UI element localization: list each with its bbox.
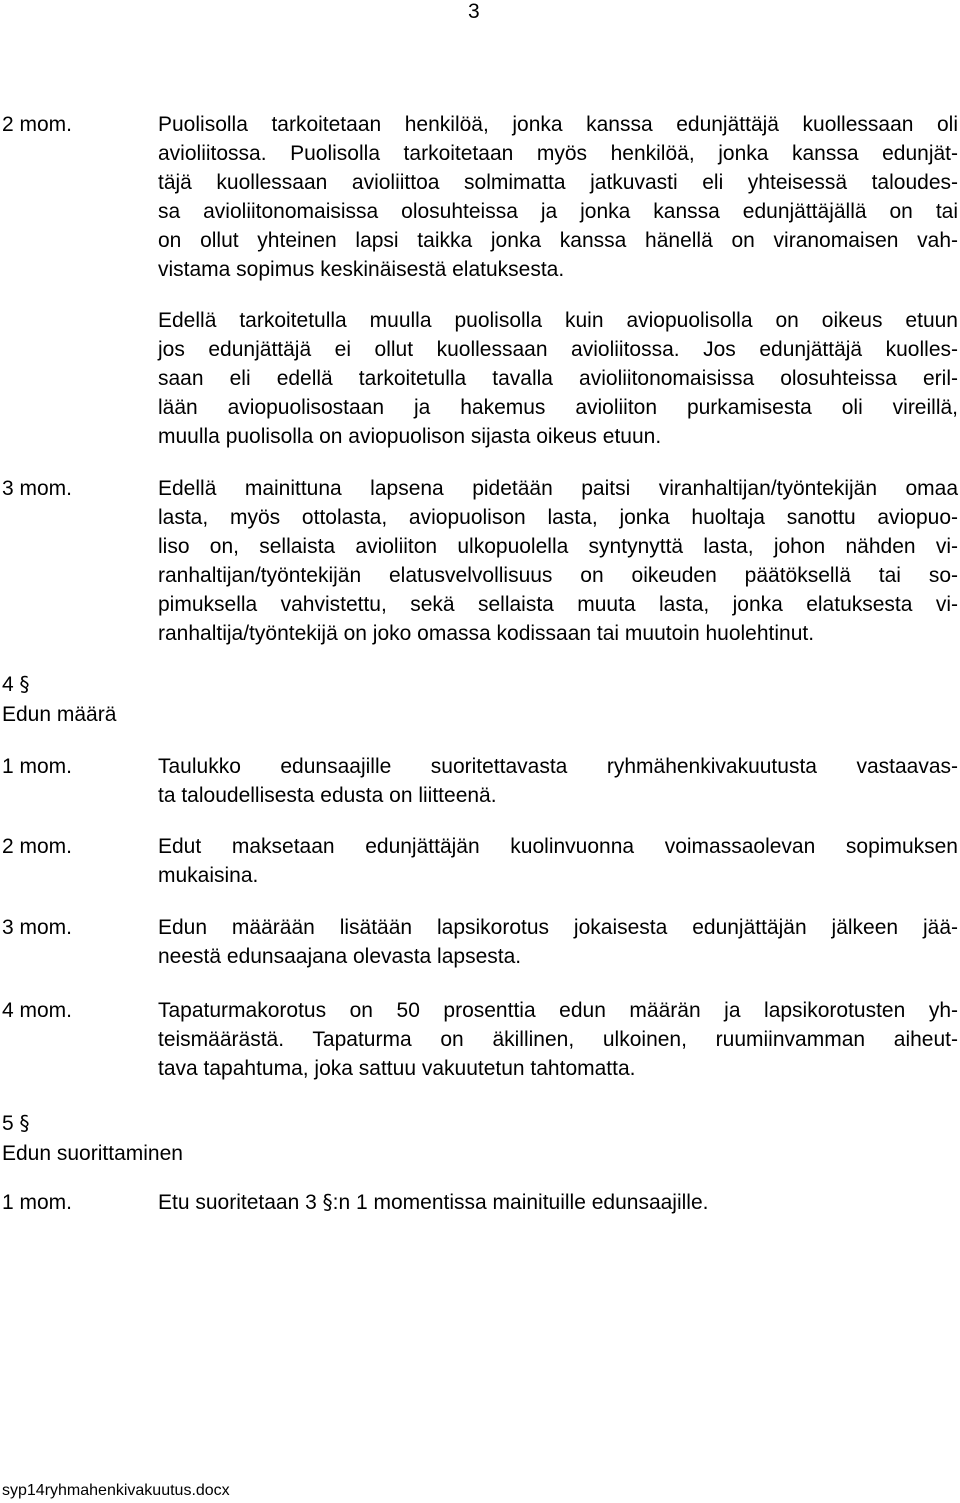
section-symbol: § [322,1190,333,1214]
text-line [158,1188,958,1217]
section-title: Edun suorittaminen [2,1142,183,1165]
text-line: lään aviopuolisostaan ja hakemus avioliiton purkamisesta oli vireillä, [158,396,958,419]
section-symbol: § [19,1111,30,1135]
mom-label: 1 mom. [2,1191,73,1214]
text-after: :n 1 momentissa mainituille edunsaajille. [332,1191,709,1214]
mom-label: 3 mom. [2,916,73,939]
section5-heading [2,1108,183,1169]
mom-text [158,996,958,1083]
mom-text [158,752,958,810]
text-line: Tapaturmakorotus on 50 prosenttia edun määrän ja lapsikorotusten yh- [158,999,958,1022]
page-number: 3 [468,0,480,23]
mom-text [158,1188,958,1217]
text-before: Etu suoritetaan 3 [158,1191,317,1214]
text-line: lasta, myös ottolasta, aviopuolison lasta, jonka huoltaja sanottu aviopuo- [158,506,958,529]
mom-text [158,913,958,971]
mom-label: 3 mom. [2,477,73,500]
text-line: ranhaltija/työntekijä on joko omassa kodissaan tai muutoin huolehtinut. [158,622,815,645]
section4-heading [2,669,116,730]
section-number: 4 [2,673,14,696]
text-line: Puolisolla tarkoitetaan henkilöä, jonka kanssa edunjättäjä kuollessaan oli [158,113,958,136]
text-line: jos edunjättäjä ei ollut kuollessaan avioliitossa. Jos edunjättäjä kuolles- [158,338,958,361]
text-line: ta taloudellisesta edusta on liitteenä. [158,784,497,807]
text-line: saan eli edellä tarkoitetulla tavalla avioliitonomaisissa olosuhteissa eril- [158,367,958,390]
text-line: liso on, sellaista avioliiton ulkopuolella syntynyttä lasta, johon nähden vi- [158,535,958,558]
text-line: pimuksella vahvistettu, sekä sellaista muuta lasta, jonka elatuksesta vi- [158,593,958,616]
mom-text [158,110,958,284]
text-line: ranhaltijan/työntekijän elatusvelvollisuus on oikeuden päätöksellä tai so- [158,564,958,587]
text-line: sa avioliitonomaisissa olosuhteissa ja jonka kanssa edunjättäjällä on tai [158,200,958,223]
text-line: Edut maksetaan edunjättäjän kuolinvuonna voimassaolevan sopimuksen [158,835,958,858]
text-line: avioliitossa. Puolisolla tarkoitetaan myös henkilöä, jonka kanssa edunjät- [158,142,958,165]
mom-text [158,306,958,451]
section-title: Edun määrä [2,703,117,726]
section-symbol: § [19,672,30,696]
text-line: tava tapahtuma, joka sattuu vakuutetun tahtomatta. [158,1057,636,1080]
mom-label: 1 mom. [2,755,73,778]
text-line: Edellä tarkoitetulla muulla puolisolla kuin aviopuolisolla on oikeus etuun [158,309,958,332]
text-line: Taulukko edunsaajille suoritettavasta ryhmähenkivakuutusta vastaavas- [158,755,958,778]
text-line: Edellä mainittuna lapsena pidetään paitsi viranhaltijan/työntekijän omaa [158,477,958,500]
text-line: neestä edunsaajana olevasta lapsesta. [158,945,522,968]
mom-text [158,474,958,648]
text-line: mukaisina. [158,864,259,887]
mom-label: 2 mom. [2,113,73,136]
mom-label: 2 mom. [2,835,73,858]
mom-label: 4 mom. [2,999,73,1022]
text-line: täjä kuollessaan avioliittoa solmimatta jatkuvasti eli yhteisessä taloudes- [158,171,958,194]
section-number: 5 [2,1112,14,1135]
text-line: muulla puolisolla on aviopuolison sijasta oikeus etuun. [158,425,662,448]
text-line: teismäärästä. Tapaturma on äkillinen, ulkoinen, ruumiinvamman aiheut- [158,1028,958,1051]
mom-text [158,832,958,890]
text-line: vistama sopimus keskinäisestä elatuksesta. [158,258,565,281]
text-line: on ollut yhteinen lapsi taikka jonka kanssa hänellä on viranomaisen vah- [158,229,958,252]
footer-filename: syp14ryhmahenkivakuutus.docx [2,1482,230,1499]
text-line: Edun määrään lisätään lapsikorotus jokaisesta edunjättäjän jälkeen jää- [158,916,958,939]
